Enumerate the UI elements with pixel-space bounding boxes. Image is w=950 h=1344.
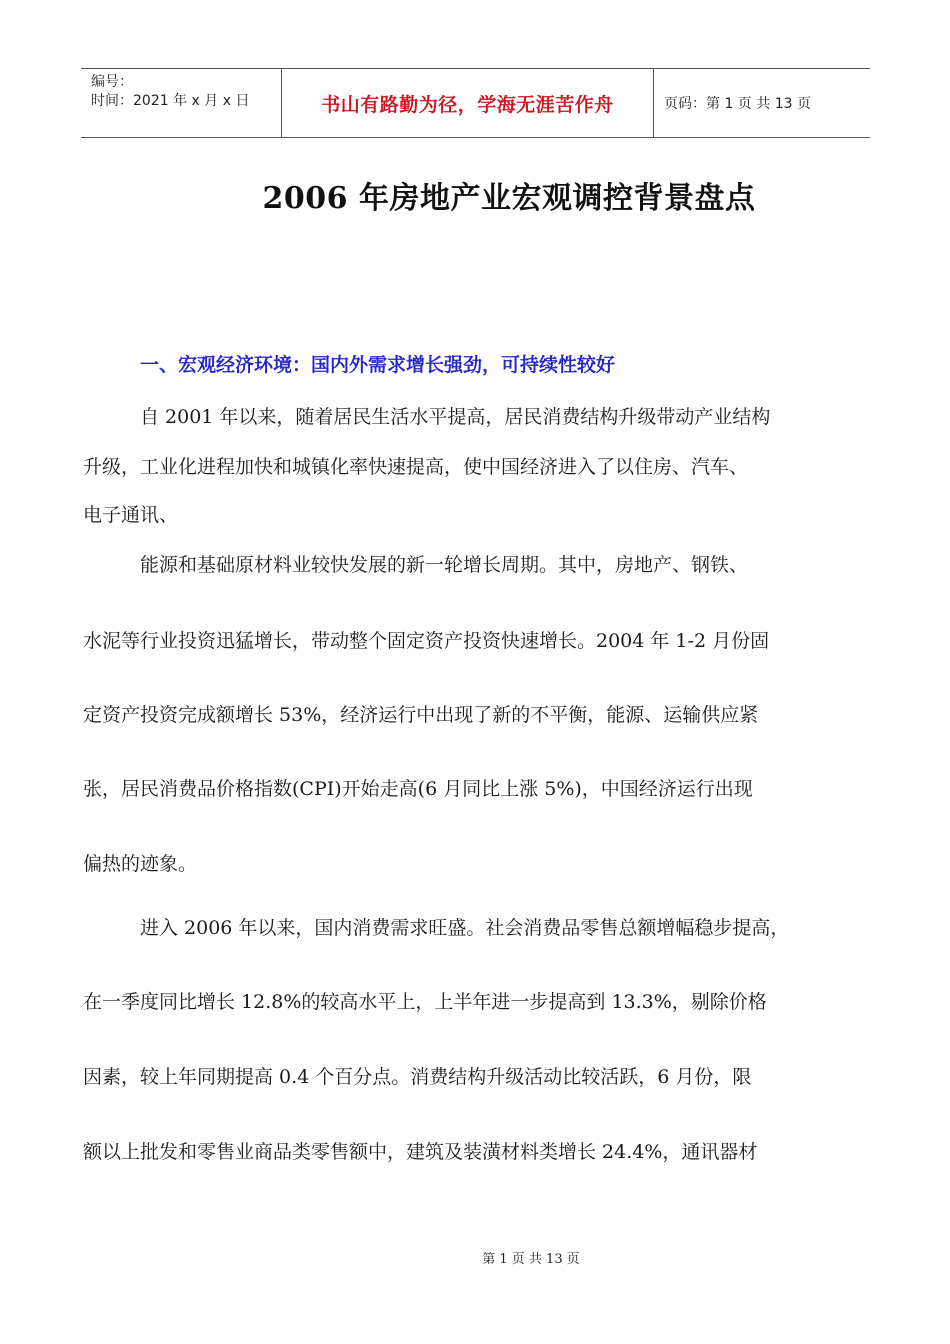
document-number-label: 编号： xyxy=(91,74,133,90)
body-line: 自 2001 年以来，随着居民生活水平提高，居民消费结构升级带动产业结构 xyxy=(140,406,771,428)
body-line: 电子通讯、 xyxy=(83,504,179,526)
document-title: 2006 年房地产业宏观调控背景盘点 xyxy=(262,181,756,216)
body-line: 在一季度同比增长 12.8%的较高水平上，上半年进一步提高到 13.3%，剔除价格 xyxy=(83,991,767,1013)
header-motto: 书山有路勤为径，学海无涯苦作舟 xyxy=(281,69,654,137)
page-header xyxy=(81,68,870,138)
body-line: 能源和基础原材料业较快发展的新一轮增长周期。其中，房地产、钢铁、 xyxy=(140,554,749,576)
body-line: 因素，较上年同期提高 0.4 个百分点。消费结构升级活动比较活跃，6 月份，限 xyxy=(83,1066,752,1088)
header-meta xyxy=(81,69,281,137)
body-line: 升级，工业化进程加快和城镇化率快速提高，使中国经济进入了以住房、汽车、 xyxy=(83,456,749,478)
body-line: 偏热的迹象。 xyxy=(83,853,198,875)
page-footer: 第 1 页 共 13 页 xyxy=(482,1252,580,1267)
body-line: 定资产投资完成额增长 53%，经济运行中出现了新的不平衡，能源、运输供应紧 xyxy=(83,704,759,726)
section-heading: 一、宏观经济环境：国内外需求增长强劲，可持续性较好 xyxy=(140,354,616,376)
document-time-label: 时间：2021 年 x 月 x 日 xyxy=(91,93,250,109)
body-line: 进入 2006 年以来，国内消费需求旺盛。社会消费品零售总额增幅稳步提高， xyxy=(140,917,790,939)
body-line: 额以上批发和零售业商品类零售额中，建筑及装潢材料类增长 24.4%，通讯器材 xyxy=(83,1141,758,1163)
body-line: 张，居民消费品价格指数(CPI)开始走高(6 月同比上涨 5%)，中国经济运行出现 xyxy=(83,778,753,800)
header-page-info: 页码：第 1 页 共 13 页 xyxy=(664,96,811,112)
body-line: 水泥等行业投资迅猛增长，带动整个固定资产投资快速增长。2004 年 1-2 月份固 xyxy=(83,630,770,652)
